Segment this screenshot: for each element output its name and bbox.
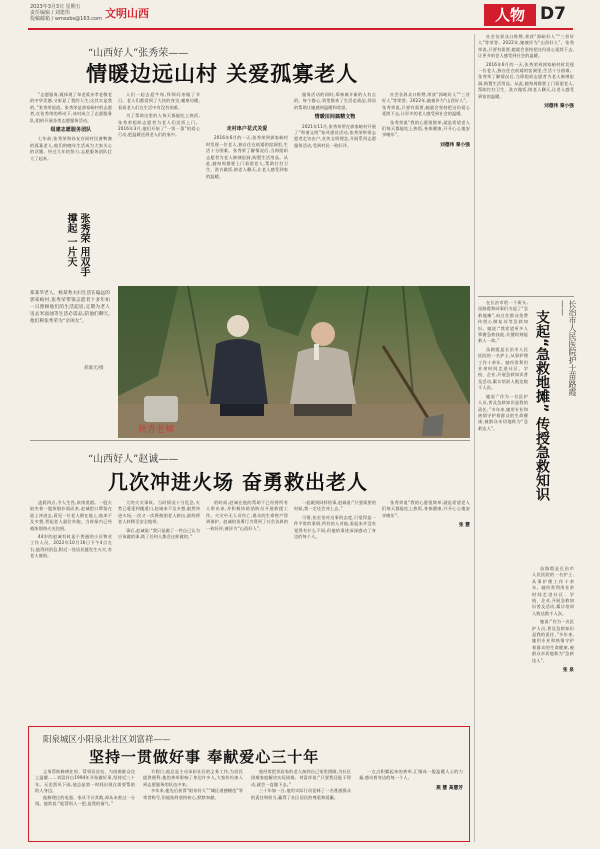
page-number: D7	[540, 4, 566, 24]
story3-para: 节假日,他总是主动承担社区的义务工作,为居民提供便利,他的善举影响了身边许多人,大家纷纷加入到志愿服务的队伍中来。	[143, 769, 243, 787]
sidebar-para: 2016年6月的一天,张秀荣到郭家峪村时发现一位老人,独自住在低矮的窑洞里,生活十分困难。张秀荣了解情况后,当即组织志愿者为老人修缮窑洞,购置生活用品。从此,她每周都要上门看望老人,帮助打扫卫生、洗衣做饭,陪老人聊天,让老人感受到家的温暖。	[478, 61, 574, 99]
sidebar-headline-text: 支起“急救地摊” 传授急救知识	[534, 310, 550, 502]
story2-headline: 几次冲进火场 奋勇救出老人	[108, 470, 368, 494]
sidebar-para: 社会各界众口称赞,荣获“郭峪好人”“三晋好人”等荣誉。2022年,她被评为“山西好人”。张秀荣说,只要有需要,她就会坚持把这份爱心延续下去,让更多的老人感受到社会的温暖。	[478, 34, 574, 59]
photo-caption-title	[64, 213, 104, 285]
story3-para: 一点点积累起来的善举,汇聚成一股温暖人心的力量,感动着身边的每一个人。	[359, 769, 463, 781]
sidebar-title	[558, 300, 577, 410]
sidebar-col-b	[532, 566, 574, 840]
story2-para: 可惜,张宏伯对这事的态度,只觉得是一件平常的事情,所有的人对他,看起来并没有觉得有什么不同,但他的事迹深深感动了身边的每个人。	[294, 514, 376, 540]
story1-para: 2021年11月,张秀荣所在郭家峪村开展了“和谐文明”家风建设活动,张秀荣带领志愿者走访农户,宣传文明理念,开展系列志愿服务活动,受到村民一致好评。	[294, 123, 376, 148]
story2-column-4	[294, 500, 376, 720]
sidebar-para: 苗路霞是长治市人民医院的一名护士,从事护理工作十余年。她经常利用业余时间走进社区、学校、企业,开展急救知识普及活动,累计培训人数达数千人次。	[478, 346, 528, 391]
story1-headline: 情暖边远山村 关爱孤寡老人	[86, 62, 359, 86]
story1-para: 七年前,张秀荣和孙友存同村民唐鸭寨的孤寡老人,他们的晚年生活成为大家关心的话题。经过几年的努力,志愿服务团队壮大了起来。	[30, 136, 112, 161]
story3-para: 多年来,他先后获得“阳泉好人”“城区道德模范”等荣誉称号,但他始终坚持初心,默默奉献。	[143, 788, 243, 800]
story2-para: 一起做到同样的事,赵诚说:“只要需要的时候,我一定还会冲上去。”	[294, 500, 376, 512]
sidebar-rule	[478, 296, 574, 297]
story1-column-4	[294, 92, 376, 282]
story1-subhead-1: 组建志愿服务团队	[50, 127, 92, 134]
story3-column-4	[359, 769, 463, 835]
story2-byline: 张 慧	[458, 523, 470, 529]
sidebar-byline: 张 泉	[562, 668, 574, 674]
masthead-rule	[28, 28, 573, 30]
story3-kicker: 阳泉城区小阳泉北社区刘富祥——	[43, 735, 171, 745]
masthead	[0, 0, 600, 32]
story2-para: 凌晨四点,令人生畏,浓浓黑烟。一股火焰夹着一股浓烟扑面而来,赵诚把口罩捂在面上冲进去,看见一位老人倒在地上,他来不及多想,背起老人就往外跑。当时屋内已经被浓烟和火光包围。	[30, 500, 112, 531]
svg-text:秋香老师: 秋香老师	[138, 425, 175, 435]
section-label: 人物	[494, 6, 525, 24]
story1-para: 为了帮助这里的人每天都能吃上热饭,张秀荣组织志愿者为老人们送饭上门。2016年3月,他们开始了“一饭一菜”的爱心行动,把温暖送到老人们的家中。	[118, 113, 200, 138]
story2-para: 张秀荣说“我的心愿很简单,就是希望老人们每天都能吃上热饭,身体健康,开开心心地安享晚年”。	[382, 500, 470, 518]
story2-kicker: “山西好人”赵诚——	[88, 454, 179, 465]
story1-para: “志愿服务,既体现了奉老爱亲孝老敬老的中华美德,又彰显了我的人生;这其实是我的。”张秀荣说道。张秀荣是郭家峪村的志愿者,在张秀荣的带动下,该村成立了志愿服务队,组织开展各类志愿服务活动。	[30, 92, 112, 123]
issue-date: 2023年3月3日 星期五	[30, 4, 81, 10]
story3-para: 义务帮助修缮住房、帮邻居送电、为困难群众送上温暖……刘富祥自1994年开始做好事,坚持近三十年。无论刮风下雨,他总是第一时间出现在需要帮助的人身边。	[35, 769, 135, 794]
sidebar-title-text: 长治市人民医院护士苗路霞——	[558, 300, 577, 396]
brand-name: 文明山西	[105, 7, 149, 20]
story1-column-3	[206, 92, 288, 282]
story2-column-2	[118, 500, 200, 720]
story1-byline: 刘德伟 秦小强	[440, 142, 470, 148]
forest-scene-image	[118, 286, 470, 438]
story1-subhead-2: 走村串户花式关爱	[226, 126, 268, 132]
story1-para: 人们一起去迎牛每,拜师问茶做了节日。老人们都爱到了大伙的身边,嘘寒问暖,看看老人们在生活中有没有困难。	[118, 92, 200, 110]
story2-column-1	[30, 500, 112, 720]
story3-headline: 坚持一贯做好事 奉献爱心三十年	[89, 748, 320, 766]
sidebar-para: 她说:“作为一名医护人员,普及急救知识是我的责任。”多年来,她用专业和热情守护着群众的生命健康,被群众亲切地称为“急救达人”。	[478, 393, 528, 431]
story2-column-3	[206, 500, 288, 720]
story1-column-2	[118, 92, 200, 282]
story3-column-1	[35, 769, 135, 835]
story3-box	[28, 726, 470, 842]
story3-para: 他经常把邻居家的老人接到自己家里照顾,为社区困难家庭解决实际困难。刘富祥说:“只要我还能干得动,就会一直做下去。”	[251, 769, 351, 787]
story1-para: 2016年6月的一天,张秀荣到郭家峪村时发现一位老人,独自住在低矮的窑洞里,生活十分困难。张秀荣了解情况后,当即组织志愿者为老人修缮窑洞,购置生活用品。从此,她每周都要上门看望老人,帮助打扫卫生、洗衣做饭,陪老人聊天,让老人感受到家的温暖。	[206, 135, 288, 179]
story2-para: 事后,赵诚说:“我只是做了一件自己认为应该做的事,换了任何人都会这样做的。”	[118, 527, 200, 540]
sidebar-para: 她说:“作为一名医护人员,普及急救知识是我的责任。”多年来,她用专业和热情守护着群众的生命健康,被群众亲切地称为“急救达人”。	[532, 619, 574, 663]
photo-credit: 郝翼光/摄	[84, 366, 104, 371]
story1-para: 张秀荣说“我的心愿很简单,就是希望老人们每天都能吃上热饭,身体健康,开开心心地安享晚年”。	[382, 119, 470, 138]
story2-para: 大的火灾事故。当时情况十分危急,火势已蔓延到楼道口,赵诚来不及多想,毅然冲进火场,一次又一次将被困老人救出,最终将老人转移至安全地带。	[118, 500, 200, 525]
sidebar-headline	[532, 310, 556, 560]
sidebar-col-a	[478, 300, 528, 840]
story2-para: 的时候,赵诚在他的帮助下已经将所有人带出来,并积极协助消防员开展救援工作。火灾中无人员伤亡,群众的生命财产得到保护。赵诚的英勇行为得到了社会各界的一致好评,被评为“山西好人”。	[206, 500, 288, 531]
story1-photo	[118, 286, 470, 438]
story3-para: 三十年如一日,他用实际行动诠释了一名普通群众的责任和担当,赢得了社区居民的尊重和爱戴。	[251, 788, 351, 800]
caption-title-text: 张秀荣 用双手撑起 一片天	[65, 213, 89, 277]
photo-caption-text: 郑某华老人、杨某秀夫妇生活在偏远的郭家峪村,张秀荣带领志愿者十多年如一日照顾他们的生活起居,定期为老人送去米面油等生活必需品,陪他们聊天,他们称张秀荣为“亲闺女”。	[30, 291, 110, 324]
story3-column-2	[143, 769, 243, 835]
sidebar-top-byline: 刘德伟 秦小强	[544, 104, 574, 110]
story1-subhead-3: 情暖田间搞精文物	[314, 114, 356, 121]
sidebar-para: 苗路霞是长治市人民医院的一名护士,从事护理工作十余年。她经常利用业余时间走进社区、学校、企业,开展急救知识普及活动,累计培训人数达数千人次。	[532, 566, 574, 616]
story2-column-5	[382, 500, 470, 720]
sidebar-top-text	[478, 34, 574, 284]
sidebar-divider	[474, 34, 475, 842]
story1-column-5	[382, 92, 470, 282]
section-divider	[30, 440, 470, 441]
story1-kicker: “山西好人”张秀荣——	[88, 48, 189, 59]
issue-editor: 责任编辑 / 刘建伟	[30, 10, 70, 16]
story3-column-3	[251, 769, 351, 835]
story1-para: 社会各界众口称赞,荣获“郭峪好人”“三晋好人”等荣誉。2022年,她被评为“山西好人”。张秀荣说,只要有需要,她就会坚持把这份爱心延续下去,让更多的老人感受到社会的温暖。	[382, 92, 470, 117]
story1-para: 服务活动的同时,郑林离开新的人有点的。每个都心,邻里都来了生活必需品,邻居的帮助让她感到温暖和希望。	[294, 92, 376, 110]
section-tab	[484, 4, 536, 26]
sidebar-para: 在长治市的一个街头,苗路霞和同事们支起了“急救地摊”,向过往群众免费传授心肺复苏等急救知识。她说:“我希望更多人掌握急救技能,关键时刻能救人一命。”	[478, 300, 528, 344]
story2-para: 44岁的赵诚有时是个普通的小区物业工作人员。2022年10月16日下午4点左右,他得到消息,附近一处居民楼发生火灾,有老人被困。	[30, 534, 112, 559]
story3-para: 他修理过的电器、家具不计其数,却从未收过一分钱。他常说:“能帮别人一把,是我的福气。”	[35, 794, 135, 807]
story3-byline: 燕 慧 高慧芳	[436, 785, 463, 791]
issue-email: 投稿邮箱 / wmsxbs@163.com	[30, 16, 102, 22]
